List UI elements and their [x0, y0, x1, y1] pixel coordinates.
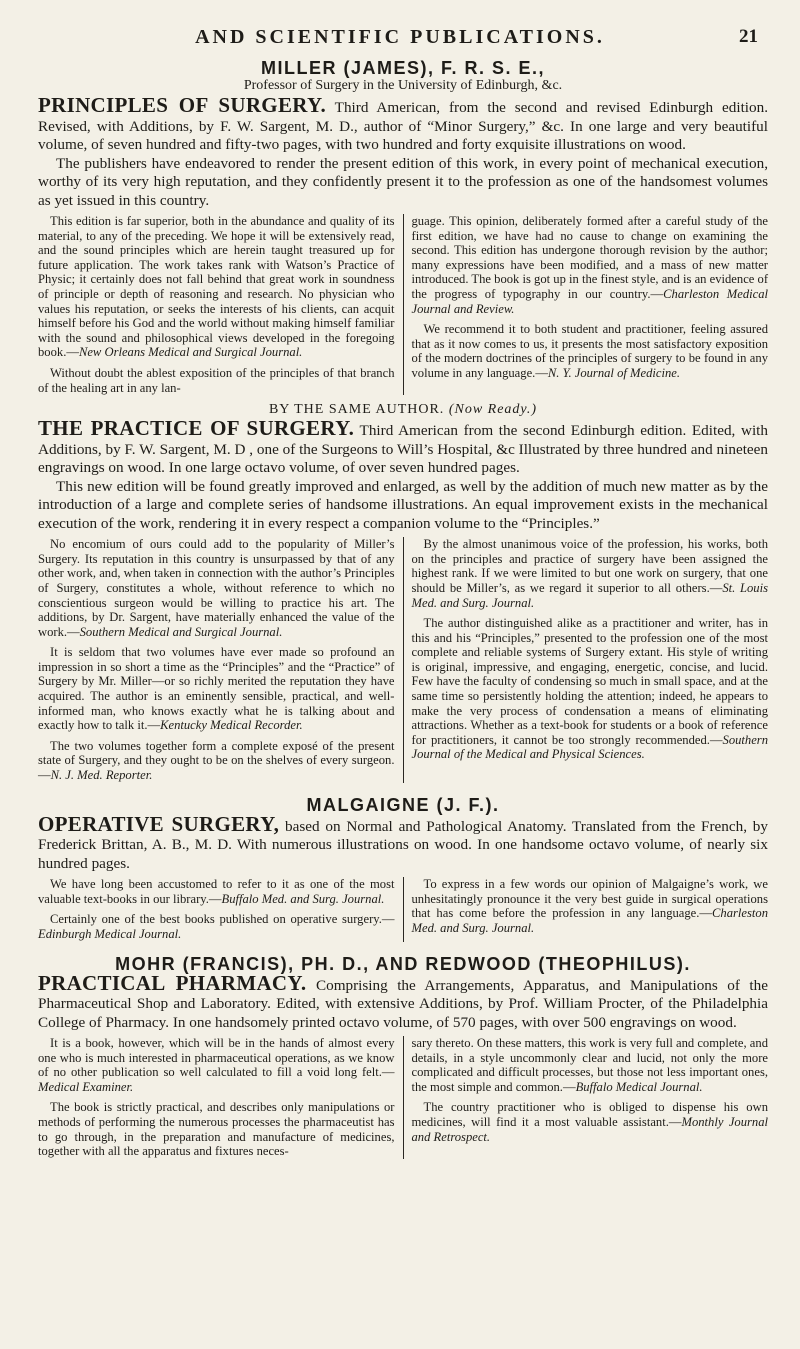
review-item: We have long been accustomed to refer to it as one of the most valuable text-books in our library.—Buffalo Med. and Surg. Journal. [38, 877, 395, 906]
review-item: Without doubt the ablest exposition of the principles of that branch of the healing art in any lan- [38, 365, 395, 395]
mohr-entry [38, 954, 768, 1159]
same-author-line: BY THE SAME AUTHOR. (Now Ready.) [268, 402, 538, 418]
author-heading: MALGAIGNE (J. F.). [306, 794, 500, 815]
book-description: OPERATIVE SURGERY, based on Normal and Pathological Anatomy. Translated from the French, by Frederick Brittan, A. B., M. D. With numerous illustrations on wood. In one handsome octavo volume, of nearly six hundred pages. [38, 811, 768, 872]
review-item: This edition is far superior, both in the abundance and quality of its material, to any of the preceding. We hope it will be extensively read, and the sound principles which are herein taught treasured up for future application. The work takes rank with Watson’s Practice of Physic; it certainly does not fall behind that great work in soundness of principle or depth of reasoning and research. No physician who values his reputation, or seeks the interests of his clients, can acquit himself before his God and the world without making himself familiar with the sound and philosophical views developed in the foregoing book.—New Orleans Medical and Surgical Journal. [38, 214, 395, 360]
review-column-left [38, 1036, 404, 1159]
author-heading: MOHR (FRANCIS), PH. D., AND REDWOOD (THEOPHILUS). [115, 953, 691, 974]
review-column-right [404, 214, 769, 395]
miller-entry [38, 58, 768, 783]
review-item: It is seldom that two volumes have ever made so profound an impression in so short a time as the “Principles” and the “Practice” of Surgery by Mr. Miller—or so richly merited the reputation they have acquired. The author is an eminently sensible, practical, and well-informed man, who knows exactly what he is talking about and exactly how to talk it.—Kentucky Medical Recorder. [38, 645, 395, 733]
book-description: THE PRACTICE OF SURGERY. Third American from the second Edinburgh edition. Edited, with Additions, by F. W. Sargent, M. D , one of the Surgeons to Will’s Hospital, &c Illustrated by three hundred and nineteen engravings on wood. In one large octavo volume, of over seven hundred pages. [38, 416, 768, 477]
book-title: PRINCIPLES OF SURGERY. [38, 93, 327, 117]
review-item: guage. This opinion, deliberately formed after a careful study of the first edition, we have had no cause to change on examining the second. This edition has undergone thorough revision by the author; many expressions have been modified, and a mass of new matter introduced. The book is got up in the finest style, and is an evidence of the progress of typography in our country.—Charleston Medical Journal and Review. [411, 214, 769, 316]
review-columns [38, 214, 768, 395]
review-column-right [404, 877, 769, 941]
review-column-right [404, 1036, 769, 1159]
review-columns [38, 537, 768, 783]
book-title: PRACTICAL PHARMACY. [38, 970, 307, 995]
book-description: PRINCIPLES OF SURGERY. Third American, from the second and revised Edinburgh edition. Revised, with Additions, by F. W. Sargent, M. D., author of “Minor Surgery,” &c. In one large and very beautiful volume, of seven hundred and fifty-two pages, with two hundred and forty exquisite illustrations on wood. [38, 93, 768, 153]
publisher-note: The publishers have endeavored to render the present edition of this work, in every point of mechanical execution, worthy of its very high reputation, and they confidently present it to the profession as one of the handsomest volumes as yet issued in this country. [38, 154, 768, 209]
malgaigne-entry [38, 795, 768, 942]
review-item: The book is strictly practical, and describes only manipulations or methods of performing the numerous processes the pharmaceutist has to go through, in the preparation and manufacture of medicines, together with all the apparatus and fixtures neces- [38, 1100, 395, 1159]
review-columns [38, 1036, 768, 1159]
publisher-note: This new edition will be found greatly improved and enlarged, as well by the addition of much new matter as by the introduction of a large and complete series of handsome illustrations. An equal improvement exists in the mechanical execution of the work, rendering it in every respect a companion volume to the “Principles.” [38, 477, 768, 532]
review-item: By the almost unanimous voice of the profession, his works, both on the principles and practice of surgery have been assigned the highest rank. If we were limited to but one work on surgery, that one should be Miller’s, as we regard it superior to all others.—St. Louis Med. and Surg. Journal. [411, 537, 768, 610]
book-title: OPERATIVE SURGERY, [38, 811, 280, 836]
review-item: The country practitioner who is obliged to dispense his own medicines, will find it a most valuable assistant.—Monthly Journal and Retrospect. [411, 1100, 769, 1144]
review-item: We recommend it to both student and practitioner, feeling assured that as it now comes to us, it presents the most satisfactory exposition of the modern doctrines of the principles of surgery to be found in any volume in any language.—N. Y. Journal of Medicine. [411, 322, 768, 380]
review-column-left [38, 537, 404, 783]
page-number: 21 [739, 26, 758, 47]
review-item: It is a book, however, which will be in the hands of almost every one who is much interested in pharmaceutical operations, as we know of no other publication so well calculated to fill a void long felt.—Medical Examiner. [38, 1036, 395, 1094]
review-column-left [38, 214, 404, 395]
review-column-right [404, 537, 769, 783]
review-item: The author distinguished alike as a practitioner and writer, has in this and his “Principles,” presented to the profession one of the most complete and reliable systems of Surgery extant. His style of writing is original, impressive, and engaging, energetic, concise, and lucid. Few have the faculty of condensing so much in small space, and at the same time so persistently holding the attention; indeed, he appears to make the very process of condensation a means of eliminating attractions. Whether as a text-book for students or a book of reference for practitioners, it cannot be too strongly recommended.—Southern Journal of the Medical and Physical Sciences. [411, 616, 768, 762]
review-item: No encomium of ours could add to the popularity of Miller’s Surgery. Its reputation in this country is unsurpassed by that of any other work, and, when taken in connection with the author’s Principles of Surgery, constitutes a whole, without reference to which no conscientious surgeon would be willing to practice his art. The additions, by Dr. Sargent, have materially enhanced the value of the work.—Southern Medical and Surgical Journal. [38, 537, 395, 639]
running-title: AND SCIENTIFIC PUBLICATIONS. [195, 26, 605, 48]
review-item: sary thereto. On these matters, this work is very full and complete, and details, in a style uncommonly clear and lucid, not only the more complicated and difficult processes, but those not less important ones, the most simple and common.—Buffalo Medical Journal. [411, 1036, 768, 1094]
author-heading: MILLER (JAMES), F. R. S. E., [260, 58, 545, 78]
review-item: The two volumes together form a complete exposé of the present state of Surgery, and they ought to be on the shelves of every surgeon.—N. J. Med. Reporter. [38, 738, 395, 783]
review-columns [38, 877, 768, 941]
book-description: PRACTICAL PHARMACY. Comprising the Arrangements, Apparatus, and Manipulations of the Pharmaceutical Shop and Laboratory. Edited, with extensive Additions, by Prof. William Procter, of the Philadelphia College of Pharmacy. In one handsomely printed octavo volume, of 570 pages, with over 500 engravings on wood. [38, 970, 768, 1031]
review-item: Certainly one of the best books published on operative surgery.—Edinburgh Medical Journal. [38, 912, 395, 941]
author-affiliation: Professor of Surgery in the University of Edinburgh, &c. [243, 78, 563, 93]
review-column-left [38, 877, 404, 941]
review-item: To express in a few words our opinion of Malgaigne’s work, we unhesitatingly pronounce it the very best guide in surgical operations that has come before the profession in any language.—Charleston Med. and Surg. Journal. [411, 877, 768, 935]
page-content [38, 58, 768, 1159]
book-title: THE PRACTICE OF SURGERY. [38, 416, 355, 441]
